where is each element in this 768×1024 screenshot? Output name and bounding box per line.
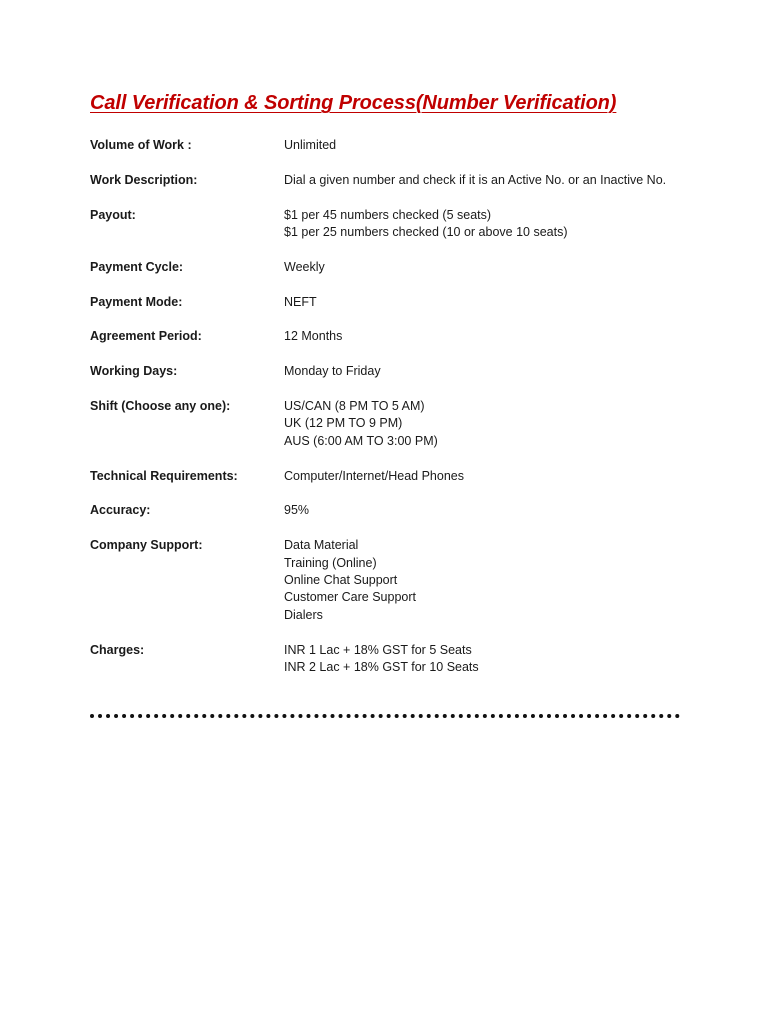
detail-label: Payout: [90, 207, 136, 222]
detail-value: Data Material [284, 538, 359, 553]
detail-values [284, 137, 690, 154]
detail-row [90, 398, 690, 450]
detail-values [284, 642, 690, 677]
detail-value: INR 2 Lac + 18% GST for 10 Seats [284, 660, 479, 675]
detail-values [284, 537, 690, 624]
detail-value: Customer Care Support [284, 590, 417, 605]
detail-label: Technical Requirements: [90, 468, 238, 483]
detail-values [284, 502, 690, 519]
detail-row [90, 207, 690, 242]
detail-label: Accuracy: [90, 503, 151, 518]
detail-values [284, 207, 690, 242]
detail-row [90, 172, 690, 189]
detail-row [90, 502, 690, 519]
detail-value: Unlimited [284, 138, 337, 152]
detail-value: 95% [284, 503, 310, 518]
detail-label: Work Description: [90, 172, 198, 187]
detail-value: Dial a given number and check if it is an Active No. or an Inactive No. [284, 172, 667, 187]
detail-label: Shift (Choose any one): [90, 398, 231, 413]
detail-values [284, 363, 690, 380]
detail-label: Charges: [90, 642, 145, 657]
detail-label: Payment Cycle: [90, 259, 184, 274]
detail-value: AUS (6:00 AM TO 3:00 PM) [284, 433, 438, 448]
detail-row [90, 363, 690, 380]
detail-row [90, 642, 690, 677]
detail-values [284, 172, 690, 189]
detail-values [284, 294, 690, 311]
detail-value: Monday to Friday [284, 364, 381, 379]
detail-values [284, 468, 690, 485]
detail-values [284, 398, 690, 450]
detail-row [90, 468, 690, 485]
detail-row [90, 294, 690, 311]
document-title: Call Verification & Sorting Process(Number Verification) [90, 92, 617, 114]
detail-label: Working Days: [90, 364, 178, 379]
detail-value: NEFT [284, 294, 317, 309]
detail-value: $1 per 45 numbers checked (5 seats) [284, 207, 492, 222]
detail-values [284, 328, 690, 345]
detail-value: Online Chat Support [284, 573, 398, 587]
detail-value: Training (Online) [284, 555, 377, 570]
detail-label: Volume of Work : [90, 138, 192, 152]
detail-row [90, 328, 690, 345]
detail-row [90, 259, 690, 276]
detail-row [90, 137, 690, 154]
detail-label: Company Support: [90, 538, 203, 553]
detail-label: Payment Mode: [90, 294, 183, 309]
detail-value: INR 1 Lac + 18% GST for 5 Seats [284, 642, 472, 657]
details-list [90, 137, 690, 694]
detail-label: Agreement Period: [90, 329, 202, 344]
dotted-separator [90, 714, 680, 718]
detail-row [90, 537, 690, 624]
detail-value: Dialers [284, 607, 323, 622]
detail-value: UK (12 PM TO 9 PM) [284, 416, 403, 431]
detail-values [284, 259, 690, 276]
detail-value: $1 per 25 numbers checked (10 or above 10 seats) [284, 225, 568, 239]
detail-value: 12 Months [284, 329, 343, 344]
detail-value: Computer/Internet/Head Phones [284, 468, 464, 483]
detail-value: Weekly [284, 259, 325, 274]
detail-value: US/CAN (8 PM TO 5 AM) [284, 398, 425, 413]
